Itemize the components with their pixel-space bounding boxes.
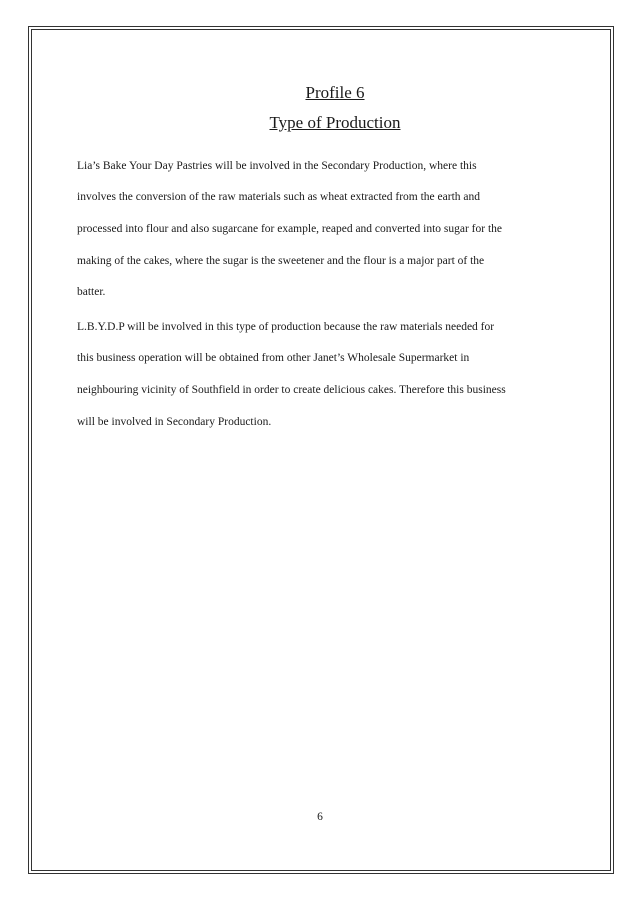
paragraph-line: involves the conversion of the raw materials such as wheat extracted from the earth and [77, 191, 480, 203]
page-subheading: Type of Production [269, 113, 401, 132]
paragraph-line: Lia’s Bake Your Day Pastries will be involved in the Secondary Production, where this [77, 160, 477, 172]
paragraph-line: this business operation will be obtained from other Janet’s Wholesale Supermarket in [77, 352, 470, 364]
page-heading: Profile 6 [305, 83, 365, 102]
paragraph-line: will be involved in Secondary Production. [77, 416, 272, 428]
page-number: 6 [317, 811, 323, 823]
paragraph-line: batter. [77, 286, 106, 298]
paragraph-line: neighbouring vicinity of Southfield in order to create delicious cakes. Therefore this business [77, 384, 506, 396]
paragraph-line: making of the cakes, where the sugar is the sweetener and the flour is a major part of the [77, 255, 485, 267]
paragraph-line: L.B.Y.D.P will be involved in this type of production because the raw materials needed for [77, 321, 495, 333]
paragraph-line: processed into flour and also sugarcane for example, reaped and converted into sugar for the [77, 223, 503, 235]
page-border-inner [31, 29, 611, 871]
